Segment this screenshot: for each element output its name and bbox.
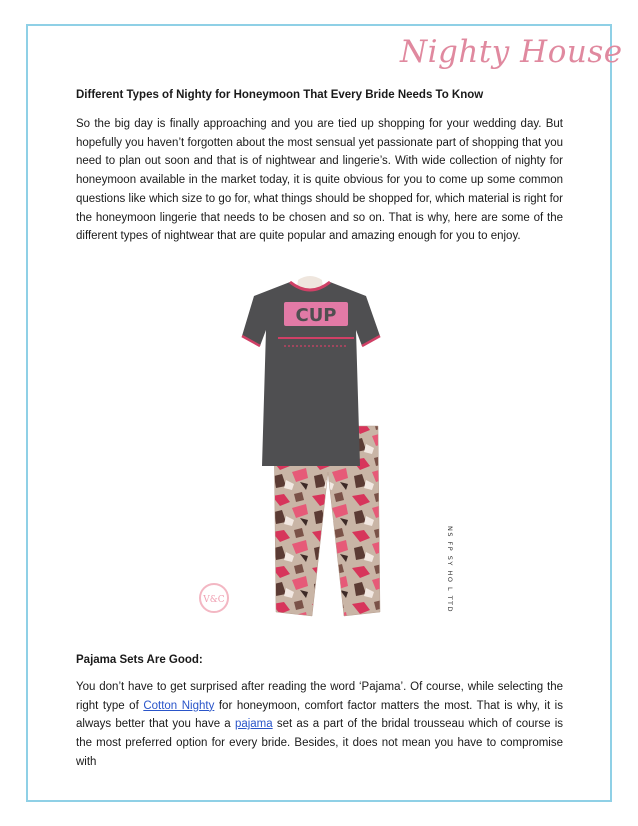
brand-logo[interactable]: Nighty House — [400, 34, 623, 70]
product-code-text: NS FP SY HO L TTD — [446, 526, 454, 614]
tshirt-print-text: CUP — [295, 305, 337, 326]
product-image — [190, 276, 460, 624]
cotton-nighty-link[interactable]: Cotton Nighty — [143, 699, 215, 712]
pajama-link[interactable]: pajama — [234, 718, 273, 731]
section-paragraph — [76, 678, 563, 772]
section-text-part-2: for honeymoon, comfort factor matters the most. That is why, it is always better that you have a — [76, 699, 563, 731]
article-title: Different Types of Nighty for Honeymoon That Every Bride Needs To Know — [76, 89, 484, 101]
section-text-part-3: set as a part of the bridal trousseau which of course is the most preferred option for every bride. Besides, it does not mean you have to compromise with — [76, 718, 563, 768]
watermark-text: V&C — [203, 595, 225, 605]
intro-paragraph: So the big day is finally approaching and you are tied up shopping for your wedding day. But hopefully you haven’t forgotten about the most sensual yet passionate part of shopping that you need to plan out soon and that is of nightwear and lingerie’s. With wide collection of nighty for honeymoon available in the market today, it is quite obvious for you to come up some common questions like which size to go for, what things should be shopped for, which material is right for the honeymoon lingerie that needs to be chosen and so on. That is why, here are some of the different types of nightwear that are quite popular and amazing enough for you to enjoy. — [76, 118, 563, 243]
section-heading: Pajama Sets Are Good: — [76, 654, 203, 666]
pajama-set-illustration — [190, 276, 460, 624]
section-text-part-1: You don’t have to get surprised after reading the word ‘Pajama’. Of course, while selecting the right type of — [76, 681, 563, 712]
